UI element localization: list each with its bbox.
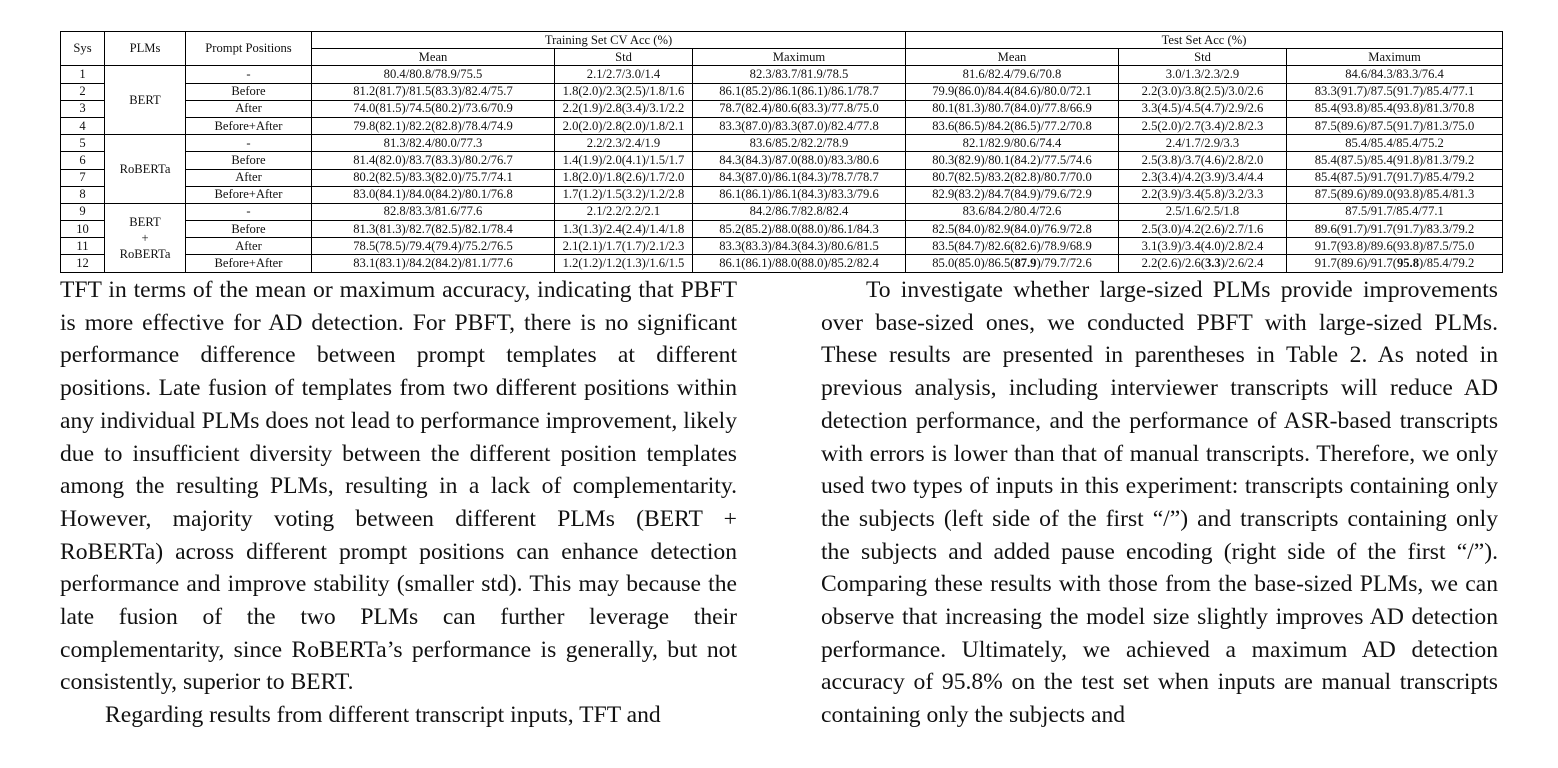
plm-name: RoBERTa <box>119 162 171 176</box>
cell-value: 2.5/1.6/2.5/1.8 <box>1119 203 1287 220</box>
results-table-container <box>60 31 1502 273</box>
results-table <box>60 31 1503 273</box>
cell-prompt-position: - <box>186 66 312 83</box>
plm-name: BERT <box>129 214 161 229</box>
cell-prompt-position: Before <box>186 83 312 100</box>
table-row <box>61 255 1503 272</box>
cell-value: 81.4(82.0)/83.7(83.3)/80.2/76.7 <box>312 152 555 169</box>
cell-value: 85.2(85.2)/88.0(88.0)/86.1/84.3 <box>693 221 906 238</box>
cell-value: 78.5(78.5)/79.4(79.4)/75.2/76.5 <box>312 238 555 255</box>
cell-value: 83.1(83.1)/84.2(84.2)/81.1/77.6 <box>312 255 555 272</box>
header-plms: PLMs <box>105 32 186 66</box>
cell-plm-group <box>105 203 186 272</box>
cell-value: 2.1/2.7/3.0/1.4 <box>555 66 693 83</box>
cell-prompt-position: Before+After <box>186 255 312 272</box>
cell-prompt-position: Before <box>186 221 312 238</box>
cell-value: 83.3(83.3)/84.3(84.3)/80.6/81.5 <box>693 238 906 255</box>
cell-value: 87.5(89.6)/87.5(91.7)/81.3/75.0 <box>1287 117 1503 134</box>
plm-name: RoBERTa <box>119 246 171 261</box>
subheader-test-maximum: Maximum <box>1287 49 1503 66</box>
cell-value: 83.0(84.1)/84.0(84.2)/80.1/76.8 <box>312 186 555 203</box>
cell-value: 86.1(86.1)/86.1(84.3)/83.3/79.6 <box>693 186 906 203</box>
cell-value: 2.1(2.1)/1.7(1.7)/2.1/2.3 <box>555 238 693 255</box>
cell-sys: 5 <box>61 135 105 152</box>
cell-sys: 12 <box>61 255 105 272</box>
subheader-train-std: Std <box>555 49 693 66</box>
cell-value: 2.5(3.8)/3.7(4.6)/2.8/2.0 <box>1119 152 1287 169</box>
cell-value: 3.3(4.5)/4.5(4.7)/2.9/2.6 <box>1119 100 1287 117</box>
cell-value: 85.4(87.5)/85.4(91.8)/81.3/79.2 <box>1287 152 1503 169</box>
cell-value: 83.3(87.0)/83.3(87.0)/82.4/77.8 <box>693 117 906 134</box>
cell-sys: 1 <box>61 66 105 83</box>
cell-value: 79.9(86.0)/84.4(84.6)/80.0/72.1 <box>906 83 1119 100</box>
cell-plm-group <box>105 66 186 135</box>
cell-value: 3.0/1.3/2.3/2.9 <box>1119 66 1287 83</box>
table-row <box>61 100 1503 117</box>
cell-sys: 6 <box>61 152 105 169</box>
cell-value: 1.2(1.2)/1.2(1.3)/1.6/1.5 <box>555 255 693 272</box>
cell-value: 1.8(2.0)/2.3(2.5)/1.8/1.6 <box>555 83 693 100</box>
header-sys: Sys <box>61 32 105 66</box>
cell-value: 84.3(84.3)/87.0(88.0)/83.3/80.6 <box>693 152 906 169</box>
subheader-train-maximum: Maximum <box>693 49 906 66</box>
table-row <box>61 169 1503 186</box>
cell-sys: 7 <box>61 169 105 186</box>
subheader-test-std: Std <box>1119 49 1287 66</box>
cell-value: 80.3(82.9)/80.1(84.2)/77.5/74.6 <box>906 152 1119 169</box>
table-row <box>61 152 1503 169</box>
cell-prompt-position: Before <box>186 152 312 169</box>
cell-value: 80.7(82.5)/83.2(82.8)/80.7/70.0 <box>906 169 1119 186</box>
cell-prompt-position: Before+After <box>186 186 312 203</box>
cell-prompt-position: - <box>186 135 312 152</box>
cell-value: 2.2(1.9)/2.8(3.4)/3.1/2.2 <box>555 100 693 117</box>
cell-plm-group <box>105 135 186 204</box>
cell-value: 89.6(91.7)/91.7(91.7)/83.3/79.2 <box>1287 221 1503 238</box>
cell-value: 2.1/2.2/2.2/2.1 <box>555 203 693 220</box>
header-test-set: Test Set Acc (%) <box>906 32 1503 49</box>
cell-value: 85.0(85.0)/86.5(87.9)/79.7/72.6 <box>906 255 1119 272</box>
cell-value: 81.3(81.3)/82.7(82.5)/82.1/78.4 <box>312 221 555 238</box>
cell-value: 78.7(82.4)/80.6(83.3)/77.8/75.0 <box>693 100 906 117</box>
cell-value: 81.3/82.4/80.0/77.3 <box>312 135 555 152</box>
table-row <box>61 221 1503 238</box>
cell-value: 3.1(3.9)/3.4(4.0)/2.8/2.4 <box>1119 238 1287 255</box>
cell-value: 81.2(81.7)/81.5(83.3)/82.4/75.7 <box>312 83 555 100</box>
table-row <box>61 238 1503 255</box>
best-value: 87.9 <box>1014 256 1037 271</box>
left-paragraph-1: TFT in terms of the mean or maximum accuracy, indicating that PBFT is more effective for AD detection. For PBFT, there is no significant performance difference between prompt templates at different positions. Late fusion of templates from two different positions within any individual PLMs does not lead to performance improvement, likely due to insufficient diversity between the different position templates among the resulting PLMs, resulting in a lack of complementarity. However, majority voting between different PLMs (BERT + RoBERTa) across different prompt positions can enhance detection performance and improve stability (smaller std). This may because the late fusion of the two PLMs can further leverage their complementarity, since RoBERTa’s performance is generally, but not consistently, superior to BERT. <box>60 277 737 696</box>
cell-value: 81.6/82.4/79.6/70.8 <box>906 66 1119 83</box>
cell-value: 2.3(3.4)/4.2(3.9)/3.4/4.4 <box>1119 169 1287 186</box>
subheader-train-mean: Mean <box>312 49 555 66</box>
cell-value: 82.8/83.3/81.6/77.6 <box>312 203 555 220</box>
header-prompt-positions: Prompt Positions <box>186 32 312 66</box>
left-paragraph-2: Regarding results from different transcript inputs, TFT and <box>105 702 661 729</box>
cell-value: 85.4(93.8)/85.4(93.8)/81.3/70.8 <box>1287 100 1503 117</box>
table-row <box>61 186 1503 203</box>
table-row <box>61 117 1503 134</box>
table-header-row <box>61 32 1503 49</box>
cell-sys: 10 <box>61 221 105 238</box>
cell-value: 80.2(82.5)/83.3(82.0)/75.7/74.1 <box>312 169 555 186</box>
cell-value: 82.1/82.9/80.6/74.4 <box>906 135 1119 152</box>
cell-value: 2.2(3.9)/3.4(5.8)/3.2/3.3 <box>1119 186 1287 203</box>
cell-value: 1.8(2.0)/1.8(2.6)/1.7/2.0 <box>555 169 693 186</box>
cell-value: 85.4(87.5)/91.7(91.7)/85.4/79.2 <box>1287 169 1503 186</box>
left-text-column <box>60 274 737 732</box>
table-body <box>61 66 1503 272</box>
table-row <box>61 66 1503 83</box>
cell-value: 87.5(89.6)/89.0(93.8)/85.4/81.3 <box>1287 186 1503 203</box>
cell-prompt-position: After <box>186 100 312 117</box>
cell-value: 74.0(81.5)/74.5(80.2)/73.6/70.9 <box>312 100 555 117</box>
cell-value: 80.1(81.3)/80.7(84.0)/77.8/66.9 <box>906 100 1119 117</box>
cell-value: 84.3(87.0)/86.1(84.3)/78.7/78.7 <box>693 169 906 186</box>
cell-sys: 11 <box>61 238 105 255</box>
cell-value: 83.6/85.2/82.2/78.9 <box>693 135 906 152</box>
cell-value: 2.2/2.3/2.4/1.9 <box>555 135 693 152</box>
cell-value: 2.2(2.6)/2.6(3.3)/2.6/2.4 <box>1119 255 1287 272</box>
cell-sys: 2 <box>61 83 105 100</box>
cell-value: 91.7(89.6)/91.7(95.8)/85.4/79.2 <box>1287 255 1503 272</box>
plm-name: BERT <box>129 93 161 108</box>
cell-value: 86.1(85.2)/86.1(86.1)/86.1/78.7 <box>693 83 906 100</box>
cell-value: 83.3(91.7)/87.5(91.7)/85.4/77.1 <box>1287 83 1503 100</box>
cell-value: 85.4/85.4/85.4/75.2 <box>1287 135 1503 152</box>
cell-value: 83.5(84.7)/82.6(82.6)/78.9/68.9 <box>906 238 1119 255</box>
cell-sys: 8 <box>61 186 105 203</box>
cell-value: 84.6/84.3/83.3/76.4 <box>1287 66 1503 83</box>
right-paragraph-1: To investigate whether large-sized PLMs provide improvements over base-sized ones, we conducted PBFT with large-sized PLMs. These results are presented in parentheses in Table 2. As noted in previous analysis, including interviewer transcripts will reduce AD detection performance, and the performance of ASR-based transcripts with errors is lower than that of manual transcripts. Therefore, we only used two types of inputs in this experiment: transcripts containing only the subjects (left side of the first “/”) and transcripts containing only the subjects and added pause encoding (right side of the first “/”). Comparing these results with those from the base-sized PLMs, we can observe that increasing the model size slightly improves AD detection performance. Ultimately, we achieved a maximum AD detection accuracy of 95.8% on the test set when inputs are manual transcripts containing only the subjects and <box>821 277 1498 729</box>
plm-name: + <box>141 230 149 245</box>
cell-value: 82.5(84.0)/82.9(84.0)/76.9/72.8 <box>906 221 1119 238</box>
cell-value: 79.8(82.1)/82.2(82.8)/78.4/74.9 <box>312 117 555 134</box>
cell-prompt-position: Before+After <box>186 117 312 134</box>
cell-prompt-position: After <box>186 169 312 186</box>
cell-value: 83.6/84.2/80.4/72.6 <box>906 203 1119 220</box>
header-training-set: Training Set CV Acc (%) <box>312 32 906 49</box>
best-value: 95.8 <box>1396 256 1419 271</box>
table-row <box>61 203 1503 220</box>
cell-sys: 4 <box>61 117 105 134</box>
cell-value: 82.3/83.7/81.9/78.5 <box>693 66 906 83</box>
cell-value: 1.4(1.9)/2.0(4.1)/1.5/1.7 <box>555 152 693 169</box>
cell-value: 1.3(1.3)/2.4(2.4)/1.4/1.8 <box>555 221 693 238</box>
cell-value: 86.1(86.1)/88.0(88.0)/85.2/82.4 <box>693 255 906 272</box>
cell-value: 2.5(3.0)/4.2(2.6)/2.7/1.6 <box>1119 221 1287 238</box>
cell-sys: 9 <box>61 203 105 220</box>
cell-value: 80.4/80.8/78.9/75.5 <box>312 66 555 83</box>
best-value: 3.3 <box>1204 256 1221 271</box>
right-text-column <box>821 274 1498 732</box>
cell-value: 2.2(3.0)/3.8(2.5)/3.0/2.6 <box>1119 83 1287 100</box>
table-row <box>61 135 1503 152</box>
cell-value: 83.6(86.5)/84.2(86.5)/77.2/70.8 <box>906 117 1119 134</box>
cell-value: 2.4/1.7/2.9/3.3 <box>1119 135 1287 152</box>
cell-value: 84.2/86.7/82.8/82.4 <box>693 203 906 220</box>
cell-value: 82.9(83.2)/84.7(84.9)/79.6/72.9 <box>906 186 1119 203</box>
cell-value: 1.7(1.2)/1.5(3.2)/1.2/2.8 <box>555 186 693 203</box>
cell-sys: 3 <box>61 100 105 117</box>
table-row <box>61 83 1503 100</box>
cell-prompt-position: - <box>186 203 312 220</box>
cell-value: 87.5/91.7/85.4/77.1 <box>1287 203 1503 220</box>
cell-value: 2.5(2.0)/2.7(3.4)/2.8/2.3 <box>1119 117 1287 134</box>
cell-value: 91.7(93.8)/89.6(93.8)/87.5/75.0 <box>1287 238 1503 255</box>
subheader-test-mean: Mean <box>906 49 1119 66</box>
cell-value: 2.0(2.0)/2.8(2.0)/1.8/2.1 <box>555 117 693 134</box>
cell-prompt-position: After <box>186 238 312 255</box>
